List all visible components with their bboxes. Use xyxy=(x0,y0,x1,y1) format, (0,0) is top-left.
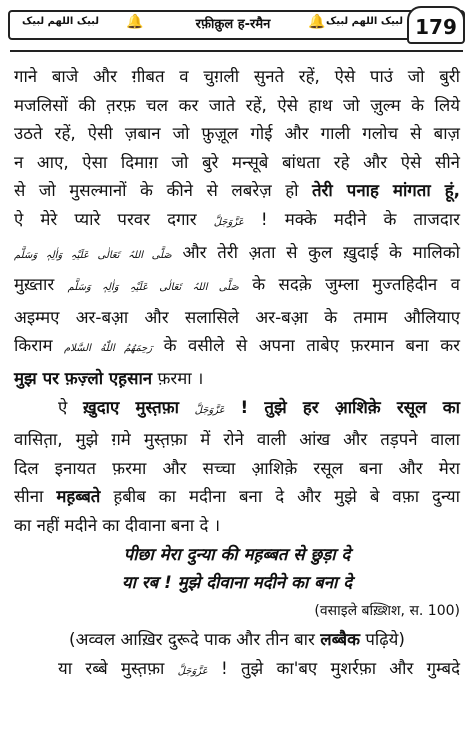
bell-icon: 🔔 xyxy=(126,14,144,30)
text-line: गाने बाजे और ग़ीबत व चुग़ली सुनते रहें, ऐसे पाउं जो बुरी xyxy=(14,66,460,86)
text-line: वासित़ा, मुझे ग़मे मुस्त़फ़ा में रोने वाली आंख और तड़पने वाला xyxy=(14,429,460,450)
text-line: ऐ मेरे प्यारे परवर दगार عَزَّوَجَلَّ ! मक्के मदीने के ताजदार xyxy=(14,208,460,229)
text-line: या रब्बे मुस्त़फ़ा عَزَّوَجَلَّ ! तुझे का'बए मुशर्रफ़ा और गुम्बदे xyxy=(58,657,460,678)
text-line: दिल इनायत फ़रमा और सच्चा आ़शिक़े रसूल बना और मेरा xyxy=(14,457,460,478)
text-line: صَلَّی اللہُ تَعَالٰی عَلَیْہِ وَاٰلِہٖ وَسَلَّم और तेरी अ़ता से कुल ख़ुदाई के मालिको xyxy=(14,241,460,262)
header-left-label: لبیک اللهم لبیک xyxy=(22,16,99,27)
text-line: मजलिसों की त़रफ़ चल कर जाते रहें, ऐसे हाथ जो ज़ुल्म के लिये xyxy=(14,94,460,115)
text-line: अइम्मए अर-बआ़ और सलासिले अर-बआ़ के तमाम औलियाए xyxy=(14,306,460,327)
text-line: मुख़्तार صَلَّی اللہُ تَعَالٰی عَلَیْہِ وَاٰلِہٖ وَسَلَّم के सदक़े जुम्ला मुज्तहिदीन व xyxy=(14,274,460,295)
text-line: से जो मुसल्मानों के कीने से लबरेज़ हो तेरी पनाह मांगता हूं, xyxy=(14,180,460,201)
header-title: रफ़ीक़ुल ह-रमैन xyxy=(195,17,271,32)
poem-line: या रब ! मुझे दीवाना मदीने का बना दे xyxy=(121,572,353,593)
bell-icon: 🔔 xyxy=(308,14,326,30)
citation: (वसाइले बख़्शिश, स. 100) xyxy=(314,602,460,619)
text-line: सीना मह़ब्बते ह़बीब का मदीना बना दे और मुझे बे वफ़ा दुन्या xyxy=(14,486,460,507)
text-line: ऐ ख़ुदाए मुस्त़फ़ा عَزَّوَجَلَّ ! तुझे हर आ़शिक़े रसूल का xyxy=(58,396,460,417)
text-line: मुझ पर फ़ज़्लो एह़सान फ़रमा । xyxy=(14,367,204,388)
text-line: का नहीं मदीने का दीवाना बना दे । xyxy=(14,514,221,535)
page-body xyxy=(14,62,460,686)
page-number: 179 xyxy=(407,6,465,44)
header-right-label: لبیک اللهم لبیک xyxy=(326,16,403,27)
poem-line: पीछा मेरा दुन्या की मह़ब्बत से छुड़ा दे xyxy=(123,543,351,564)
text-line: उठते रहें, ऐसी ज़बान जो फ़ुज़ूल गोई और गाली गलोच से बाज़ xyxy=(14,123,460,144)
instruction-line: (अव्वल आख़िर दुरूदे पाक और तीन बार लब्बैक पढ़िये) xyxy=(69,629,405,650)
page-header xyxy=(8,6,465,54)
header-rule xyxy=(10,50,463,52)
text-line: न आए, ऐसा दिमाग़ जो बुरे मन्सूबे बांधता रहे और ऐसे सीने xyxy=(14,151,460,172)
text-line: किराम رَحِمَهُمُ اللّٰهُ السَّلام के वसीले से अपना ताबेए फ़रमान बना कर xyxy=(14,335,460,356)
